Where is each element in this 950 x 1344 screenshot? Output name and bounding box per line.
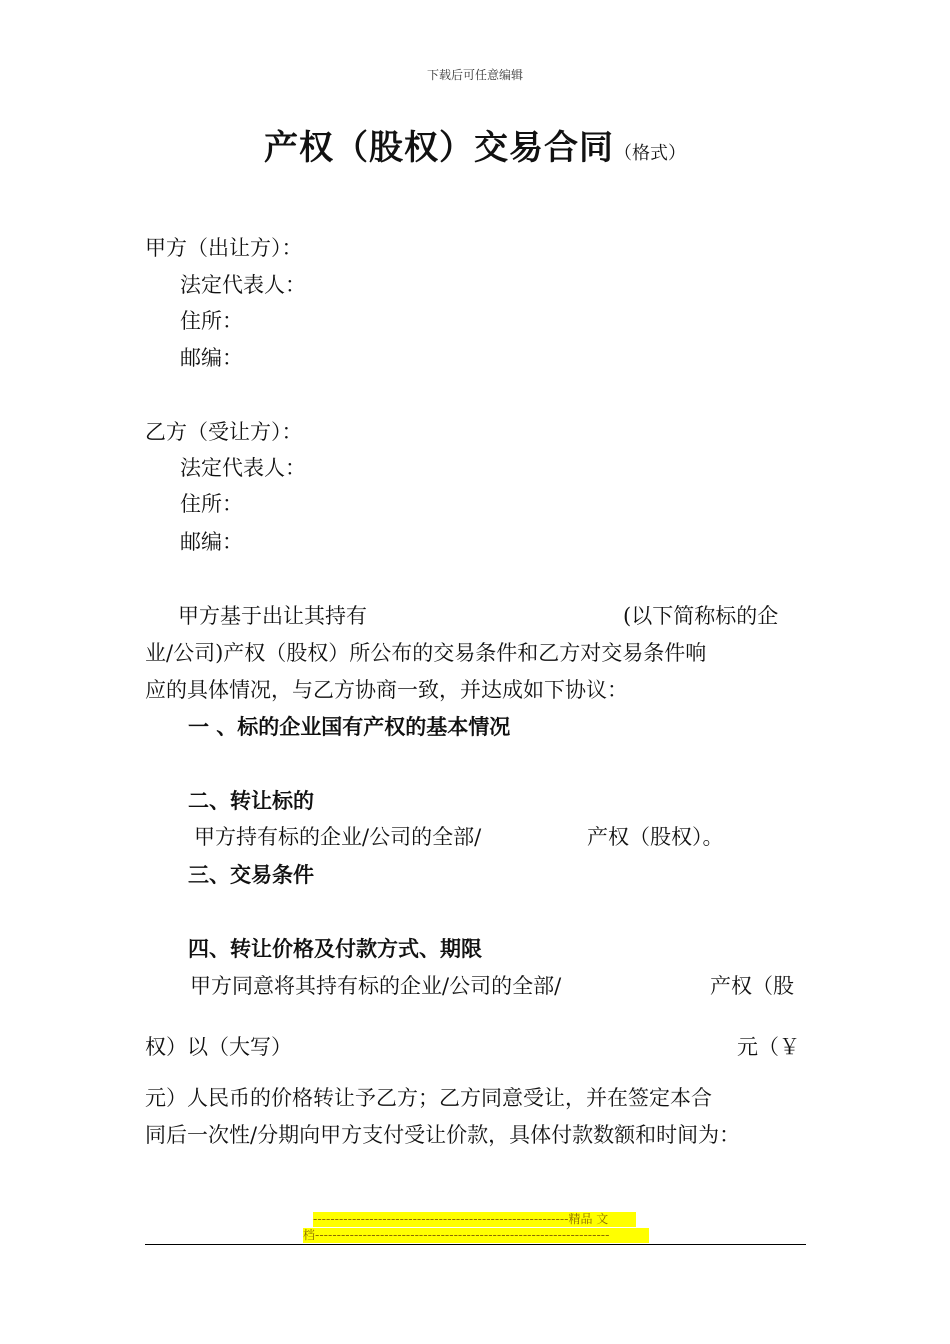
section-4-line1-end: 产权（股 (710, 974, 794, 998)
party-b-address: 住所： (180, 492, 243, 516)
section-4-heading: 四、转让价格及付款方式、期限 (188, 936, 482, 961)
intro-line3: 应的具体情况，与乙方协商一致，并达成如下协议： (145, 678, 628, 702)
section-4-line2-end: 元（￥ (737, 1035, 800, 1059)
party-a-postcode: 邮编： (180, 346, 243, 370)
party-b-postcode: 邮编： (180, 530, 243, 554)
section-4-line3: 元）人民币的价格转让予乙方；乙方同意受让，并在签定本合 (145, 1086, 712, 1110)
header-note: 下载后可任意编辑 (426, 68, 523, 82)
party-a-address: 住所： (180, 309, 243, 333)
title-main: 产权（股权）交易合同 (264, 128, 614, 168)
section-4-line4: 同后一次性/分期向甲方支付受让价款，具体付款数额和时间为： (145, 1123, 741, 1147)
intro-line1-start: 甲方基于出让其持有 (178, 604, 367, 628)
section-1-heading: 一 、标的企业国有产权的基本情况 (188, 714, 511, 739)
party-b-representative: 法定代表人： (180, 456, 306, 480)
section-2-body-start: 甲方持有标的企业/公司的全部/ (194, 825, 482, 849)
party-b-heading: 乙方（受让方）： (145, 420, 303, 444)
section-2-body-end: 产权（股权）。 (587, 825, 724, 849)
footer-rule (145, 1244, 806, 1245)
section-2-heading: 二、转让标的 (188, 788, 314, 813)
section-4-line1-start: 甲方同意将其持有标的企业/公司的全部/ (190, 974, 562, 998)
footer-watermark-line2: 档-------------------------------------------------------------------- (303, 1228, 649, 1243)
section-4-line2-start: 权）以（大写） (145, 1035, 292, 1059)
intro-line1-end: (以下简称标的企 (623, 604, 779, 628)
document-title (0, 120, 950, 169)
section-3-heading: 三、交易条件 (188, 862, 314, 887)
footer-watermark-line1: -----------------------------------------------------------精品 文 (313, 1212, 636, 1227)
title-sub: （格式） (614, 143, 686, 164)
intro-line2: 业/公司)产权（股权）所公布的交易条件和乙方对交易条件响 (145, 641, 707, 665)
party-a-representative: 法定代表人： (180, 273, 306, 297)
party-a-heading: 甲方（出让方）： (145, 236, 303, 260)
